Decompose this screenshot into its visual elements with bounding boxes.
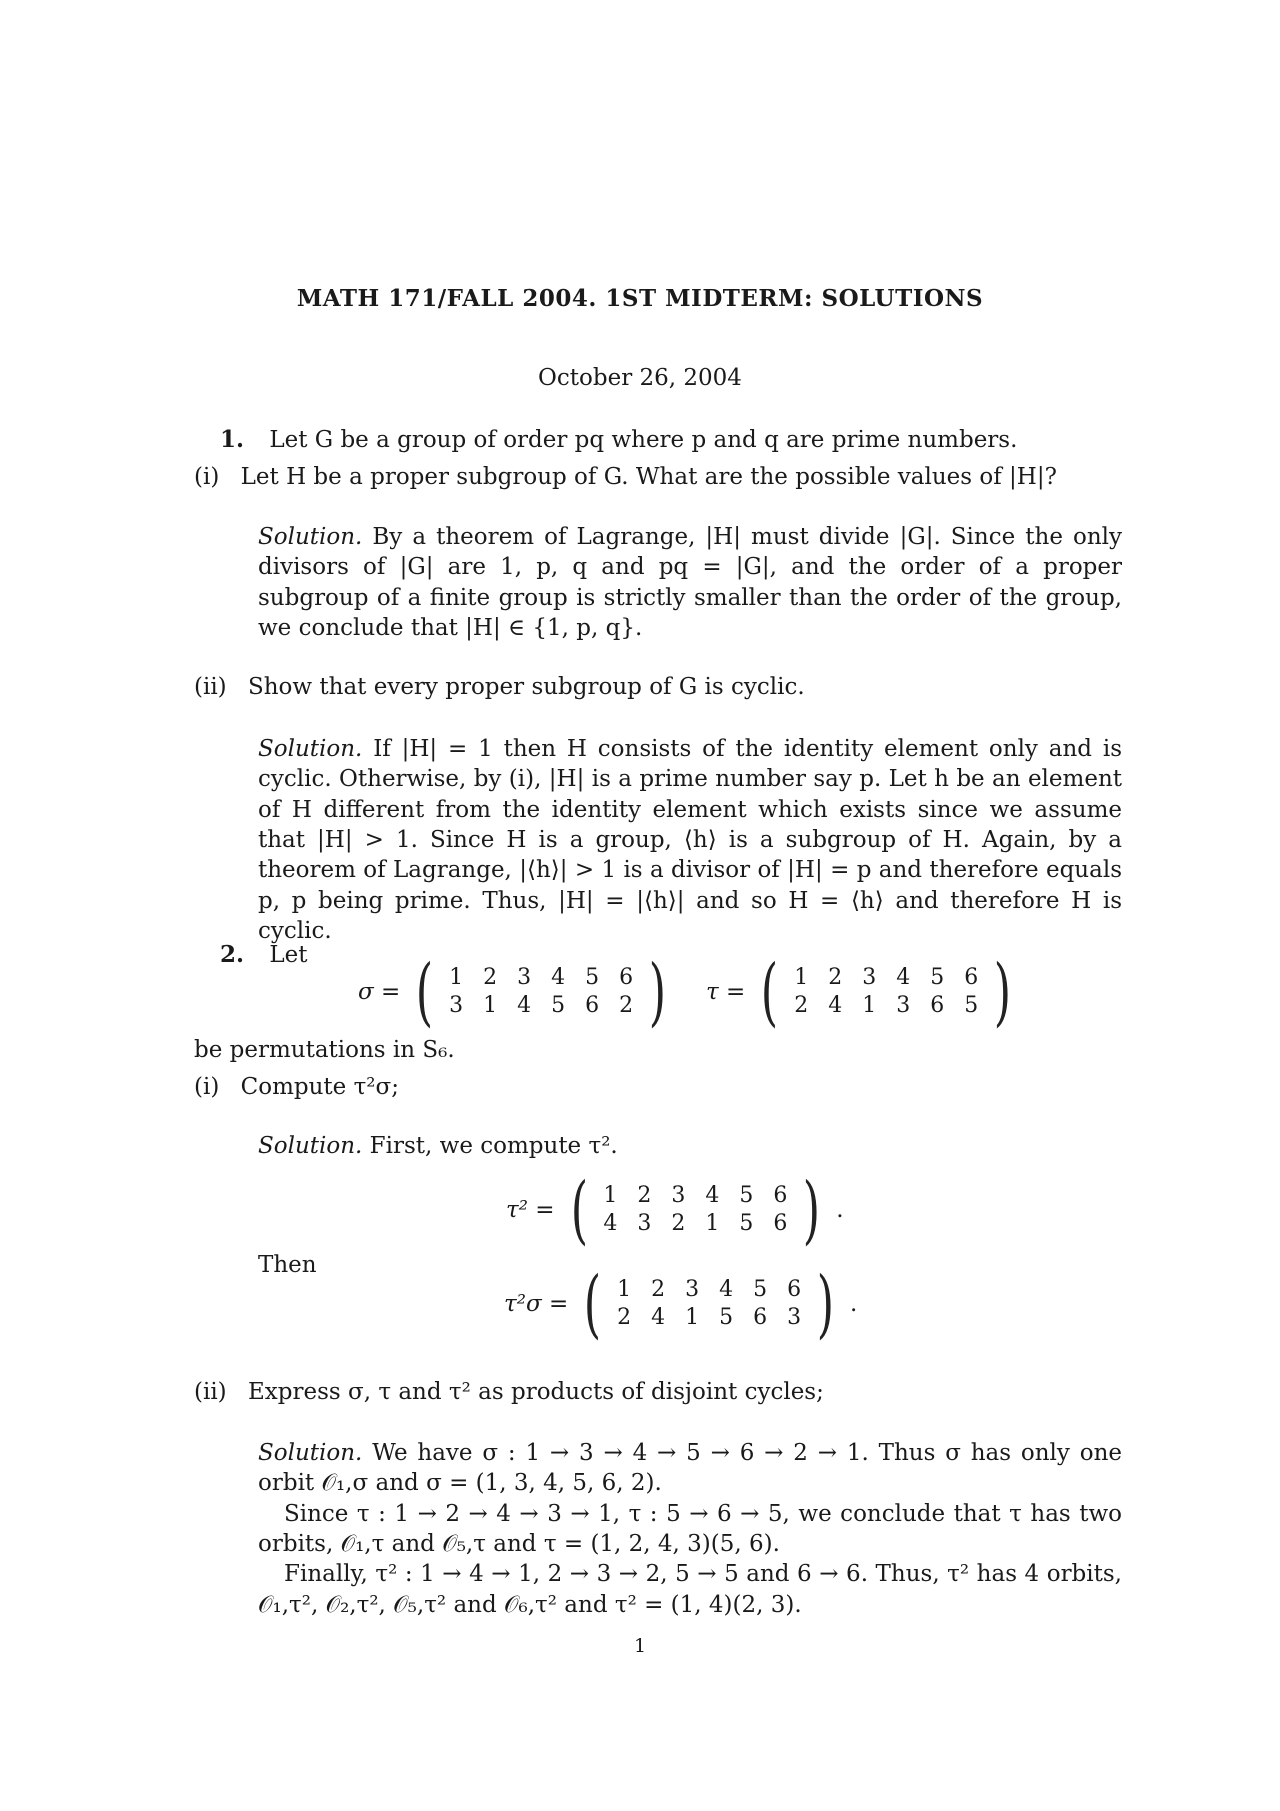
matrix-cell: 3: [862, 965, 877, 990]
matrix-cell: 4: [551, 965, 566, 990]
matrix-cell: 6: [585, 993, 600, 1018]
matrix-cell: 2: [619, 993, 634, 1018]
q2-then: Then: [258, 1252, 317, 1278]
matrix-cell: 1: [603, 1183, 618, 1208]
solution-text: First, we compute τ².: [369, 1133, 618, 1159]
solution-text: By a theorem of Lagrange, |H| must divide |G|. Since the only divisors of |G| are 1, p, q and pq = |G|, and the order of a proper subgroup of a finite group is strictly smaller than the order of the group, we conclude that |H| ∈ {1, p, q}.: [258, 524, 1122, 642]
matrix-cell: 4: [651, 1305, 666, 1330]
tau2sigma-lhs: τ²σ =: [504, 1290, 569, 1317]
matrix-cell: 2: [617, 1305, 632, 1330]
tau2-matrix: [506, 1167, 844, 1253]
solution-text: Finally, τ² : 1 → 4 → 1, 2 → 3 → 2, 5 → 5 and 6 → 6. Thus, τ² has 4 orbits, 𝒪₁,τ², 𝒪₂,τ², 𝒪₅,τ² and 𝒪₆,τ² and τ² = (1, 4)(2, 3).: [258, 1561, 1122, 1618]
matrix-cell: 3: [685, 1277, 700, 1302]
matrix-cell: 5: [719, 1305, 734, 1330]
tau-matrix: [706, 949, 1017, 1035]
right-paren: ): [803, 1167, 821, 1253]
matrix-cell: 4: [517, 993, 532, 1018]
matrix-cell: 4: [603, 1211, 618, 1236]
matrix-cell: 1: [705, 1211, 720, 1236]
right-paren: ): [816, 1261, 835, 1347]
matrix-cell: 1: [794, 965, 809, 990]
matrix-cell: 6: [619, 965, 634, 990]
matrix-cell: 6: [964, 965, 979, 990]
matrix-cell: 2: [828, 965, 843, 990]
matrix-cell: 5: [753, 1277, 768, 1302]
q1-number: 1.: [220, 426, 245, 453]
matrix-cell: 2: [637, 1183, 652, 1208]
q2-part-ii: [194, 1377, 824, 1407]
sigma-matrix: [358, 949, 672, 1035]
matrix-cell: 2: [671, 1211, 686, 1236]
matrix-cell: 6: [753, 1305, 768, 1330]
matrix-cell: 1: [449, 965, 464, 990]
matrix-cell: 5: [551, 993, 566, 1018]
matrix-cell: 4: [828, 993, 843, 1018]
q1-part-ii-label: (ii): [194, 674, 227, 700]
matrix-cell: 2: [651, 1277, 666, 1302]
q2-part-i-label: (i): [194, 1074, 220, 1100]
solution-text: We have σ : 1 → 3 → 4 → 5 → 6 → 2 → 1. Thus σ has only one orbit 𝒪₁,σ and σ = (1, 3, 4, 5, 6, 2).: [258, 1440, 1123, 1497]
date: October 26, 2004: [538, 365, 742, 391]
matrix-cell: 3: [896, 993, 911, 1018]
matrix-cell: 3: [637, 1211, 652, 1236]
matrix-cell: 4: [719, 1277, 734, 1302]
matrix-cell: 4: [705, 1183, 720, 1208]
matrix-cell: 2: [483, 965, 498, 990]
q1-header: [220, 425, 1017, 455]
matrix-cell: 5: [585, 965, 600, 990]
tau2-lhs: τ² =: [506, 1196, 555, 1223]
solution-text: Since τ : 1 → 2 → 4 → 3 → 1, τ : 5 → 6 → 5, we conclude that τ has two orbits, 𝒪₁,τ and 𝒪₅,τ and τ = (1, 2, 4, 3)(5, 6).: [258, 1500, 1122, 1558]
q1-part-ii-solution: [258, 734, 1122, 947]
solution-label: Solution.: [258, 736, 363, 762]
matrix-cell: 1: [617, 1277, 632, 1302]
q1-part-i-question: Let H be a proper subgroup of G. What are the possible values of |H|?: [240, 464, 1057, 490]
solution-text: If |H| = 1 then H consists of the identity element only and is cyclic. Otherwise, by (i), |H| is a prime number say p. Let h be an element of H different from the identity element which exists since we assume that |H| > 1. Since H is a group, ⟨h⟩ is a subgroup of H. Again, by a theorem of Lagrange, |⟨h⟩| > 1 is a divisor of |H| = p and therefore equals p, p being prime. Thus, |H| = |⟨h⟩| and so H = ⟨h⟩ and therefore H is cyclic.: [258, 736, 1123, 945]
matrix-cell: 5: [964, 993, 979, 1018]
matrix-cell: 3: [449, 993, 464, 1018]
matrix-cell: 6: [773, 1211, 788, 1236]
matrix-cell: 4: [896, 965, 911, 990]
q1-statement: Let G be a group of order pq where p and q are prime numbers.: [269, 427, 1018, 453]
solution-label: Solution.: [258, 524, 363, 550]
matrix-cell: 6: [773, 1183, 788, 1208]
left-paren: (: [570, 1167, 588, 1253]
period: .: [849, 1290, 858, 1317]
q2-part-i-question: Compute τ²σ;: [240, 1074, 399, 1100]
q2-part-ii-question: Express σ, τ and τ² as products of disjoint cycles;: [247, 1379, 824, 1405]
q2-part-ii-solution: [258, 1438, 1122, 1620]
matrix-cell: 6: [787, 1277, 802, 1302]
solution-label: Solution.: [258, 1133, 363, 1159]
q2-after: be permutations in S₆.: [194, 1037, 455, 1063]
period: .: [836, 1196, 844, 1223]
matrix-cell: 3: [671, 1183, 686, 1208]
q2-intro: Let: [269, 942, 308, 968]
q1-part-ii: [194, 672, 805, 702]
q1-part-i: [194, 462, 1057, 492]
q2-part-i: [194, 1072, 399, 1102]
matrix-cell: 6: [930, 993, 945, 1018]
matrix-cell: 5: [739, 1211, 754, 1236]
matrix-cell: 1: [862, 993, 877, 1018]
left-paren: (: [584, 1261, 602, 1347]
q2-part-ii-label: (ii): [194, 1379, 227, 1405]
tau2sigma-matrix: [504, 1261, 858, 1347]
q1-part-ii-question: Show that every proper subgroup of G is cyclic.: [247, 674, 805, 700]
q2-part-i-solution: [258, 1131, 618, 1161]
sigma-lhs: σ =: [358, 978, 401, 1005]
matrix-cell: 1: [685, 1305, 700, 1330]
tau-lhs: τ =: [706, 978, 746, 1005]
q1-part-i-label: (i): [194, 464, 220, 490]
solution-label: Solution.: [258, 1440, 363, 1466]
q1-part-i-solution: [258, 522, 1122, 643]
q2-header: [220, 940, 307, 970]
matrix-cell: 2: [794, 993, 809, 1018]
page-title: MATH 171/FALL 2004. 1ST MIDTERM: SOLUTIONS: [296, 285, 984, 312]
matrix-cell: 3: [517, 965, 532, 990]
matrix-cell: 1: [483, 993, 498, 1018]
right-paren: ): [648, 949, 667, 1035]
page-number: 1: [633, 1635, 647, 1657]
left-paren: (: [761, 949, 779, 1035]
q2-number: 2.: [220, 941, 245, 968]
matrix-cell: 3: [787, 1305, 802, 1330]
left-paren: (: [416, 949, 434, 1035]
right-paren: ): [993, 949, 1012, 1035]
matrix-cell: 5: [739, 1183, 754, 1208]
matrix-cell: 5: [930, 965, 945, 990]
